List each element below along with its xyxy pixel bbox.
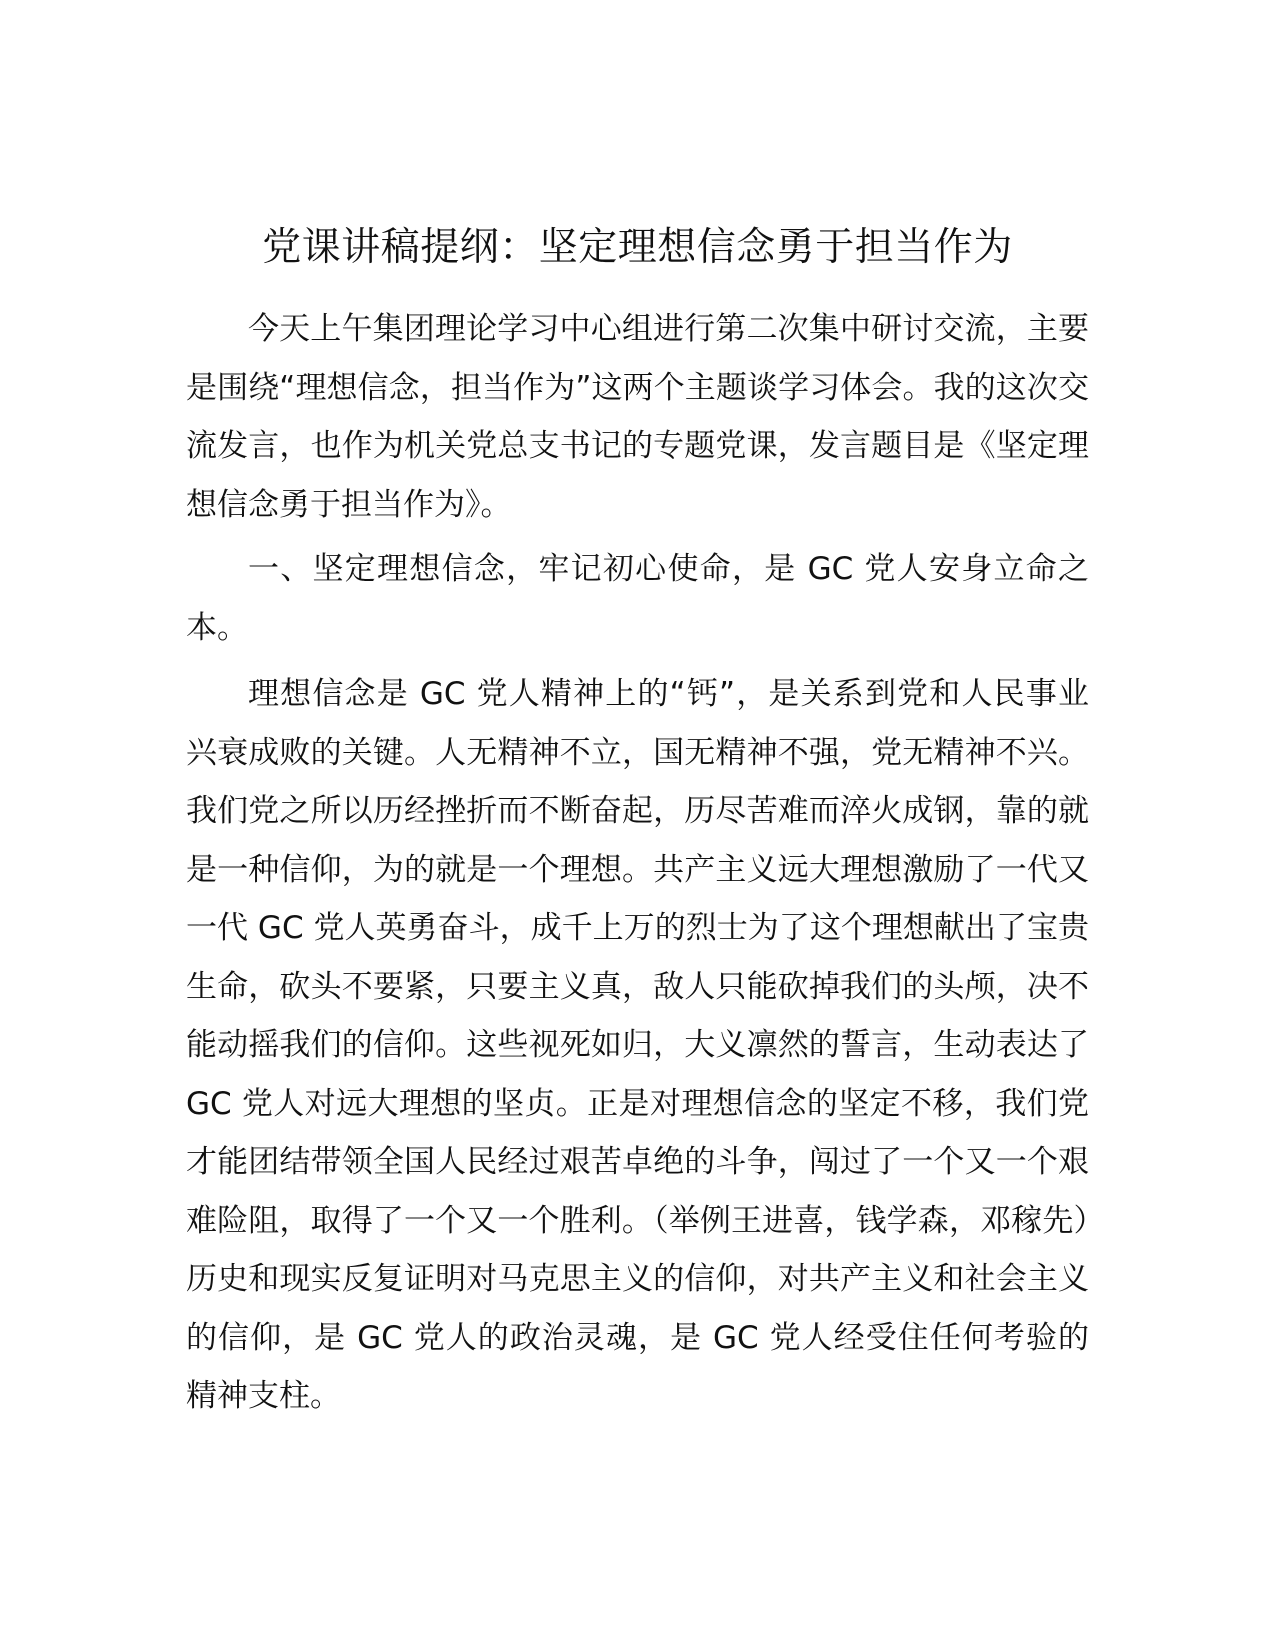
intro-paragraph: 今天上午集团理论学习中心组进行第二次集中研讨交流，主要是围绕“理想信念，担当作为”这两个主题谈学习体会。我的这次交流发言，也作为机关党总支书记的专题党课，发言题目是《坚定理想信念勇于担当作为》。 bbox=[186, 311, 1089, 523]
section-heading: 一、坚定理想信念，牢记初心使命，是 GC 党人安身立命之本。 bbox=[186, 551, 1089, 646]
document-title: 党课讲稿提纲：坚定理想信念勇于担当作为 bbox=[262, 225, 1013, 270]
document-body bbox=[186, 300, 1089, 1426]
body-paragraph: 理想信念是 GC 党人精神上的“钙”，是关系到党和人民事业兴衰成败的关键。人无精神不立，国无精神不强，党无精神不兴。我们党之所以历经挫折而不断奋起，历尽苦难而淬火成钢，靠的就是一种信仰，为的就是一个理想。共产主义远大理想激励了一代又一代 GC 党人英勇奋斗，成千上万的烈士为了这个理想献出了宝贵生命，砍头不要紧，只要主义真，敌人只能砍掉我们的头颅，决不能动摇我们的信仰。这些视死如归，大义凛然的誓言，生动表达了 GC 党人对远大理想的坚贞。正是对理想信念的坚定不移，我们党才能团结带领全国人民经过艰苦卓绝的斗争，闯过了一个又一个艰难险阻，取得了一个又一个胜利。（举例王进喜，钱学森，邓稼先）历史和现实反复证明对马克思主义的信仰，对共产主义和社会主义的信仰，是 GC 党人的政治灵魂，是 GC 党人经受住任何考验的精神支柱。 bbox=[186, 676, 1089, 1414]
